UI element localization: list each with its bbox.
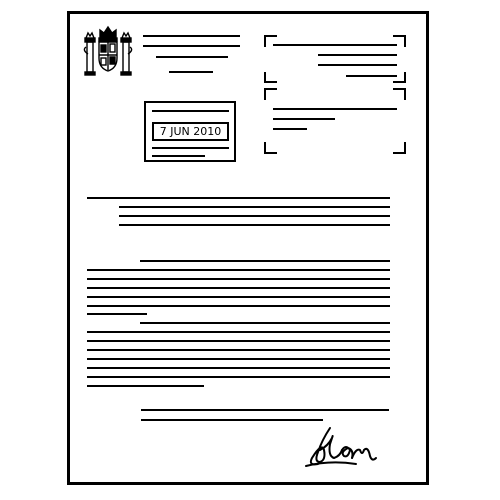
stamp-date: 7 JUN 2010 [152, 122, 229, 141]
